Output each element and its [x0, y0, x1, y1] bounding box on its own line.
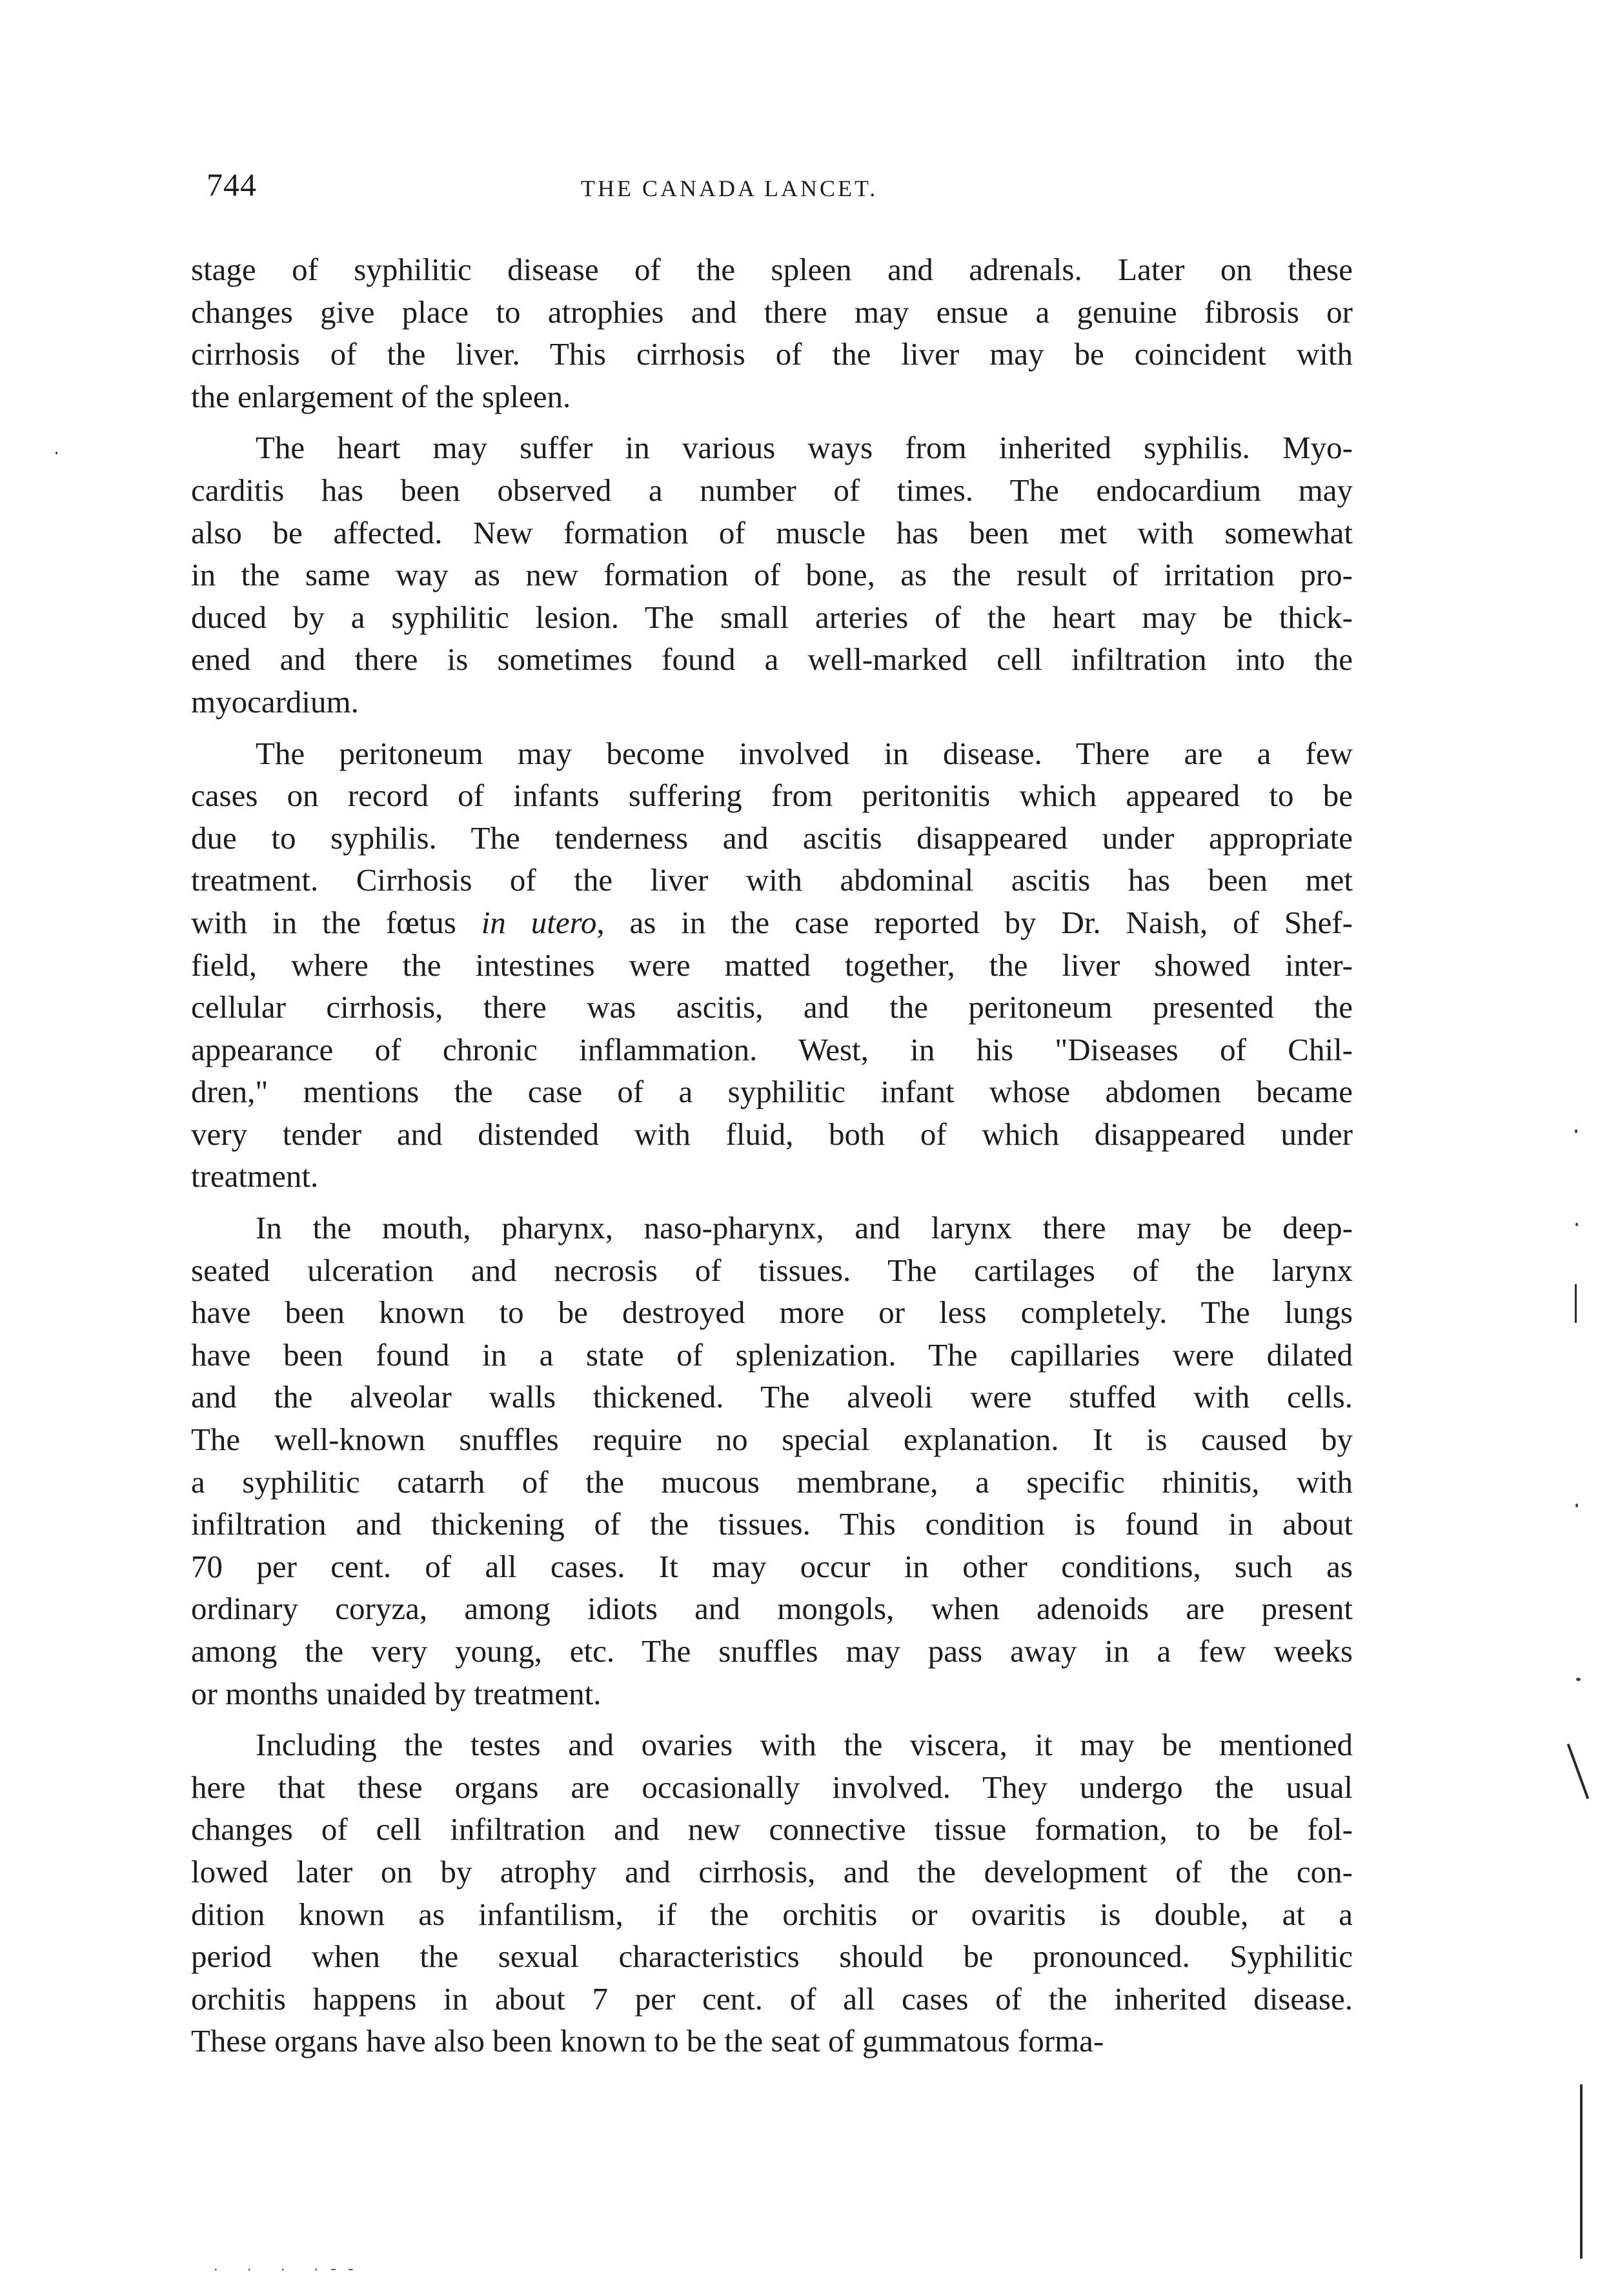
text-line: cases on record of infants suffering from peritonitis which appeared to be	[191, 778, 1353, 814]
text-line: or months unaided by treatment.	[191, 1675, 602, 1711]
text-line: among the very young, etc. The snuffles may pass away in a few weeks	[191, 1633, 1353, 1669]
text-line: These organs have also been known to be the seat of gummatous forma-	[191, 2023, 1104, 2059]
margin-scan-speck	[1575, 1129, 1577, 1133]
text-line: treatment.	[191, 1158, 319, 1194]
text-line: in the same way as new formation of bone, as the result of irritation pro-	[191, 557, 1353, 593]
text-line: treatment. Cirrhosis of the liver with abdominal ascitis has been met	[191, 862, 1353, 898]
text-line: also be affected. New formation of muscle has been met with somewhat	[191, 514, 1353, 550]
bottom-edge-smudge: · · · ·‑‑	[213, 2259, 365, 2278]
text-line: a syphilitic catarrh of the mucous membrane, a specific rhinitis, with	[191, 1464, 1353, 1500]
text-line: dition known as infantilism, if the orchitis or ovaritis is double, at a	[191, 1896, 1353, 1932]
text-line: myocardium.	[191, 683, 359, 720]
text-line: lowed later on by atrophy and cirrhosis, and the development of the con-	[191, 1853, 1353, 1889]
text-line: The heart may suffer in various ways from inherited syphilis. Myo-	[256, 430, 1353, 466]
text-line: infiltration and thickening of the tissues. This condition is found in about	[191, 1506, 1353, 1542]
text-line: appearance of chronic inflammation. West, in his "Diseases of Chil-	[191, 1031, 1353, 1067]
text-line: dren," mentions the case of a syphilitic infant whose abdomen became	[191, 1074, 1353, 1110]
paragraph	[191, 248, 1353, 418]
text-line: and the alveolar walls thickened. The alveoli were stuffed with cells.	[191, 1379, 1353, 1415]
page-number: 744	[207, 166, 257, 203]
text-line: have been found in a state of splenization. The capillaries were dilated	[191, 1336, 1353, 1373]
margin-scan-speck	[1576, 1678, 1581, 1681]
text-line: cirrhosis of the liver. This cirrhosis of the liver may be coincident with	[191, 336, 1353, 372]
text-line: changes give place to atrophies and there may ensue a genuine fibrosis or	[191, 294, 1353, 330]
journal-title: THE CANADA LANCET.	[581, 176, 878, 201]
text-line: ened and there is sometimes found a well-marked cell infiltration into the	[191, 641, 1353, 678]
paragraph	[191, 1724, 1353, 2062]
text-line: the enlargement of the spleen.	[191, 378, 571, 414]
article-body	[191, 248, 1353, 2062]
text-line: have been known to be destroyed more or less completely. The lungs	[191, 1294, 1353, 1331]
text-line: seated ulceration and necrosis of tissues. The cartilages of the larynx	[191, 1252, 1353, 1288]
text-line: due to syphilis. The tenderness and ascitis disappeared under appropriate	[191, 820, 1353, 856]
text-line: Including the testes and ovaries with the viscera, it may be mentioned	[256, 1727, 1353, 1763]
paragraph	[191, 1207, 1353, 1715]
margin-scan-speck	[1575, 1223, 1578, 1226]
paragraph	[191, 427, 1353, 723]
margin-scan-speck	[56, 452, 57, 454]
text-line: carditis has been observed a number of times. The endocardium may	[191, 472, 1353, 508]
margin-scan-mark	[1575, 1284, 1577, 1323]
text-line: here that these organs are occasionally involved. They undergo the usual	[191, 1769, 1353, 1805]
text-line: ordinary coryza, among idiots and mongols, when adenoids are present	[191, 1591, 1353, 1627]
text-line: In the mouth, pharynx, naso-pharynx, and larynx there may be deep-	[256, 1210, 1353, 1246]
text-line: The peritoneum may become involved in disease. There are a few	[256, 735, 1353, 771]
margin-scan-mark	[1580, 2084, 1583, 2259]
margin-scan-speck	[1575, 1504, 1578, 1507]
text-line: field, where the intestines were matted together, the liver showed inter-	[191, 947, 1353, 983]
text-line: cellular cirrhosis, there was ascitis, and the peritoneum presented the	[191, 989, 1353, 1025]
margin-scan-mark	[1567, 1744, 1590, 1799]
text-line: changes of cell infiltration and new connective tissue formation, to be fol-	[191, 1811, 1353, 1848]
paragraph	[191, 732, 1353, 1198]
running-head	[0, 166, 1609, 217]
text-line: duced by a syphilitic lesion. The small arteries of the heart may be thick-	[191, 599, 1353, 635]
text-line: period when the sexual characteristics should be pronounced. Syphilitic	[191, 1939, 1353, 1975]
text-line: very tender and distended with fluid, both of which disappeared under	[191, 1116, 1353, 1152]
text-line: stage of syphilitic disease of the spleen and adrenals. Later on these	[191, 252, 1353, 287]
text-line: 70 per cent. of all cases. It may occur in other conditions, such as	[191, 1548, 1353, 1584]
text-line: orchitis happens in about 7 per cent. of all cases of the inherited disease.	[191, 1980, 1353, 2017]
text-line: The well-known snuffles require no special explanation. It is caused by	[191, 1422, 1353, 1458]
italic-phrase: in utero	[481, 904, 597, 940]
text-line: with in the fœtus in utero, as in the case reported by Dr. Naish, of Shef-	[191, 904, 1353, 940]
